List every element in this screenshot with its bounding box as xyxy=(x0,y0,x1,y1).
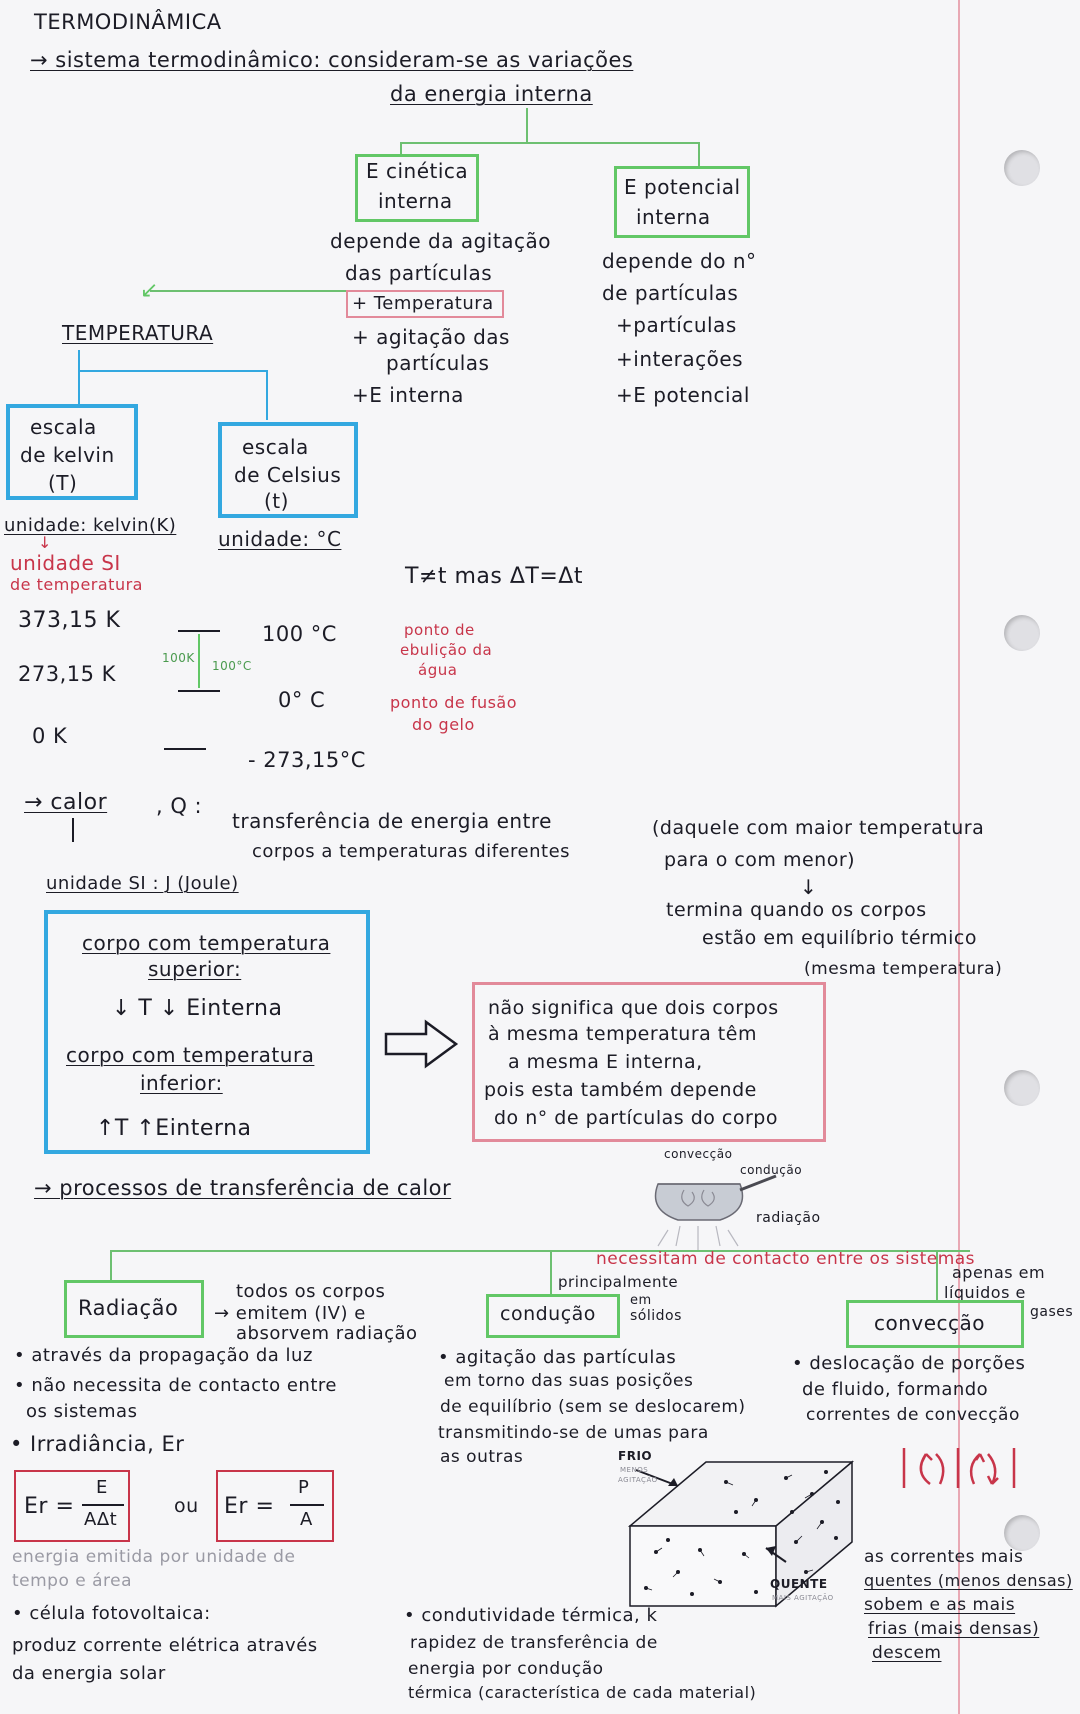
kelvin-l2: de kelvin xyxy=(20,443,115,467)
rad-note-tempo: tempo e área xyxy=(12,1571,133,1591)
celsius-l2: de Celsius xyxy=(234,463,342,487)
temperatura-heading: TEMPERATURA xyxy=(62,321,214,345)
ecin-b4: +E interna xyxy=(352,383,464,407)
note-fusao-2: do gelo xyxy=(412,715,475,734)
rad-b2: • não necessita de contacto entre xyxy=(14,1375,337,1396)
f2-num: P xyxy=(298,1477,310,1498)
cond-l5: as outras xyxy=(440,1447,524,1467)
epot-b2: +interações xyxy=(616,347,744,371)
conv-l1: • deslocação de porções xyxy=(792,1353,1026,1374)
kelvin-l1: escala xyxy=(30,415,97,439)
f1-lhs: Er = xyxy=(24,1494,75,1519)
cond-k2: rapidez de transferência de xyxy=(410,1633,658,1653)
img-conducao-label: condução xyxy=(740,1163,803,1177)
rad-note-energia: energia emitida por unidade de xyxy=(12,1547,296,1567)
cond-l2: em torno das suas posições xyxy=(444,1371,694,1391)
quente-label: QUENTE xyxy=(770,1577,828,1591)
nota-5: do n° de partículas do corpo xyxy=(494,1107,778,1129)
ecin-desc-1: depende da agitação xyxy=(330,229,551,253)
conducao-label: condução xyxy=(500,1303,596,1325)
cond-l4: transmitindo-se de umas para xyxy=(438,1423,709,1443)
epot-subtitle: interna xyxy=(636,205,711,229)
c-100: 100 °C xyxy=(262,622,337,646)
rad-note-1: todos os corpos xyxy=(236,1281,386,1302)
epot-d1: depende do n° xyxy=(602,249,757,273)
si-unit-1: unidade SI xyxy=(10,551,121,575)
delta-k: 100K xyxy=(162,651,195,665)
calor-def-2: corpos a temperaturas diferentes xyxy=(252,841,571,862)
inf-1: corpo com temperatura xyxy=(66,1043,315,1067)
nota-2: à mesma temperatura têm xyxy=(488,1023,757,1045)
contact-note: necessitam de contacto entre os sistemas xyxy=(596,1249,976,1269)
note-fusao-1: ponto de fusão xyxy=(390,693,518,712)
k-373: 373,15 K xyxy=(18,608,121,633)
frio-label: FRIO xyxy=(618,1449,653,1463)
conv-note-3: gases xyxy=(1030,1304,1074,1320)
conv-d3: sobem e as mais xyxy=(864,1595,1016,1615)
inf-2: inferior: xyxy=(140,1071,223,1095)
conv-d5: descem xyxy=(872,1643,942,1663)
ecin-b3: partículas xyxy=(386,351,490,375)
conv-d2: quentes (menos densas) xyxy=(864,1571,1073,1590)
nota-4: pois esta também depende xyxy=(484,1079,757,1101)
conveccao-label: convecção xyxy=(874,1311,986,1335)
cond-k4: térmica (característica de cada material) xyxy=(408,1683,757,1702)
rad-note-2: → emitem (IV) e xyxy=(214,1303,366,1324)
scale-arrow xyxy=(198,634,200,688)
delta-c: 100°C xyxy=(212,659,252,673)
c-0: 0° C xyxy=(278,688,326,712)
conv-l3: correntes de convecção xyxy=(806,1405,1020,1425)
si-arrow: ↓ xyxy=(38,533,52,552)
binder-hole-1 xyxy=(1004,150,1040,186)
frio-sub-1: MENOS xyxy=(620,1466,649,1474)
cond-note-1: principalmente xyxy=(558,1273,679,1291)
kelvin-unit: unidade: kelvin(K) xyxy=(4,515,177,536)
conv-note-1: apenas em xyxy=(952,1263,1046,1282)
rad-note-3: absorvem radiação xyxy=(236,1323,418,1344)
note-ebulicao-2: ebulição da xyxy=(400,641,493,659)
nota-1: não significa que dois corpos xyxy=(488,997,779,1019)
temp-arrow: ↙ xyxy=(140,278,159,303)
sup-2: superior: xyxy=(148,957,242,981)
ecin-desc-2: das partículas xyxy=(345,261,493,285)
k-273: 273,15 K xyxy=(18,662,116,686)
convection-currents-icon xyxy=(900,1444,1018,1492)
rad-celula: • célula fotovoltaica: xyxy=(12,1603,211,1624)
temp-stem xyxy=(78,350,80,372)
epot-b1: +partículas xyxy=(616,313,737,337)
kelvin-l3: (T) xyxy=(48,471,78,495)
ecin-subtitle: interna xyxy=(378,189,453,213)
formula-ou: ou xyxy=(174,1495,199,1517)
calor-side-2: para o com menor) xyxy=(664,849,856,871)
tree-stem xyxy=(526,108,528,144)
processos-title: → processos de transferência de calor xyxy=(34,1176,452,1200)
calor-word: → calor xyxy=(24,790,108,815)
img-conveccao-label: convecção xyxy=(664,1147,733,1161)
cond-l1: • agitação das partículas xyxy=(438,1347,677,1368)
binder-hole-3 xyxy=(1004,1070,1040,1106)
scale-tick-mid xyxy=(178,690,220,692)
cond-note-3: sólidos xyxy=(630,1308,682,1324)
intro-line-2: da energia interna xyxy=(390,82,593,106)
celsius-l3: (t) xyxy=(264,489,289,513)
sup-3: ↓ T ↓ Einterna xyxy=(112,996,283,1021)
note-ebulicao-1: ponto de xyxy=(404,621,475,639)
temp-branch xyxy=(78,370,268,372)
radiacao-label: Radiação xyxy=(78,1296,179,1320)
page-title: TERMODINÂMICA xyxy=(34,10,222,34)
rad-b1: • através da propagação da luz xyxy=(14,1345,313,1366)
tree-right xyxy=(698,142,700,166)
celsius-l1: escala xyxy=(242,435,309,459)
calor-side-1: (daquele com maior temperatura xyxy=(652,817,985,839)
temp-right-drop xyxy=(266,370,268,420)
scale-tick-top xyxy=(178,630,220,632)
k-0: 0 K xyxy=(32,724,68,748)
implies-arrow xyxy=(382,1016,462,1072)
calor-unit: unidade SI : J (Joule) xyxy=(46,873,239,894)
cond-l3: de equilíbrio (sem se deslocarem) xyxy=(440,1397,746,1417)
rad-celula-2: produz corrente elétrica através xyxy=(12,1635,318,1656)
calor-end-1: termina quando os corpos xyxy=(666,899,927,921)
f1-bar xyxy=(82,1504,124,1506)
conv-d4: frias (mais densas) xyxy=(868,1619,1040,1639)
epot-b3: +E potencial xyxy=(616,383,750,407)
scale-tick-bot xyxy=(164,748,206,750)
temperature-relation: T≠t mas ΔT=Δt xyxy=(405,564,583,589)
f1-num: E xyxy=(96,1477,108,1498)
epot-d2: de partículas xyxy=(602,281,739,305)
quente-sub: MAIS AGITAÇÃO xyxy=(772,1594,834,1602)
calor-end-3: (mesma temperatura) xyxy=(804,959,1003,979)
calor-symbol: , Q : xyxy=(156,794,203,818)
img-radiacao-label: radiação xyxy=(756,1210,821,1226)
proc-drop-2 xyxy=(550,1250,552,1294)
cond-k3: energia por condução xyxy=(408,1659,604,1679)
conv-note-2: líquidos e xyxy=(944,1283,1026,1302)
rad-irradiancia: • Irradiância, Er xyxy=(10,1432,185,1456)
binder-hole-4 xyxy=(1004,1515,1040,1551)
inf-3: ↑T ↑Einterna xyxy=(96,1116,252,1141)
f2-den: A xyxy=(300,1509,313,1530)
ecin-b2: + agitação das xyxy=(352,325,510,349)
si-unit-2: de temperatura xyxy=(10,575,143,594)
sup-1: corpo com temperatura xyxy=(82,931,331,955)
note-ebulicao-3: água xyxy=(418,661,458,679)
cond-note-2: em xyxy=(630,1293,652,1308)
temp-left-drop xyxy=(78,370,80,406)
conv-l2: de fluido, formando xyxy=(802,1379,989,1400)
epot-title: E potencial xyxy=(624,175,741,199)
ecin-title: E cinética xyxy=(366,159,469,183)
celsius-unit: unidade: °C xyxy=(218,527,342,551)
ecin-b1: + Temperatura xyxy=(352,293,494,314)
c-273: - 273,15°C xyxy=(248,748,366,772)
nota-3: a mesma E interna, xyxy=(508,1051,703,1073)
calor-side-arrow: ↓ xyxy=(800,875,818,899)
tree-branch xyxy=(400,142,700,144)
rad-celula-3: da energia solar xyxy=(12,1663,166,1684)
f2-bar xyxy=(290,1504,324,1506)
calor-def-1: transferência de energia entre xyxy=(232,809,552,833)
binder-hole-2 xyxy=(1004,615,1040,651)
cond-k1: • condutividade térmica, k xyxy=(404,1605,658,1626)
calor-end-2: estão em equilíbrio térmico xyxy=(702,927,978,949)
conv-d1: as correntes mais xyxy=(864,1547,1024,1567)
calor-down-line xyxy=(72,818,74,842)
f1-den: AΔt xyxy=(84,1509,118,1530)
rad-b3: os sistemas xyxy=(26,1401,138,1422)
intro-line-1: → sistema termodinâmico: consideram-se as variações xyxy=(30,48,634,72)
frio-sub-2: AGITAÇÃO xyxy=(618,1476,658,1484)
proc-drop-1 xyxy=(110,1250,112,1280)
f2-lhs: Er = xyxy=(224,1494,275,1519)
temp-connector xyxy=(150,290,346,292)
